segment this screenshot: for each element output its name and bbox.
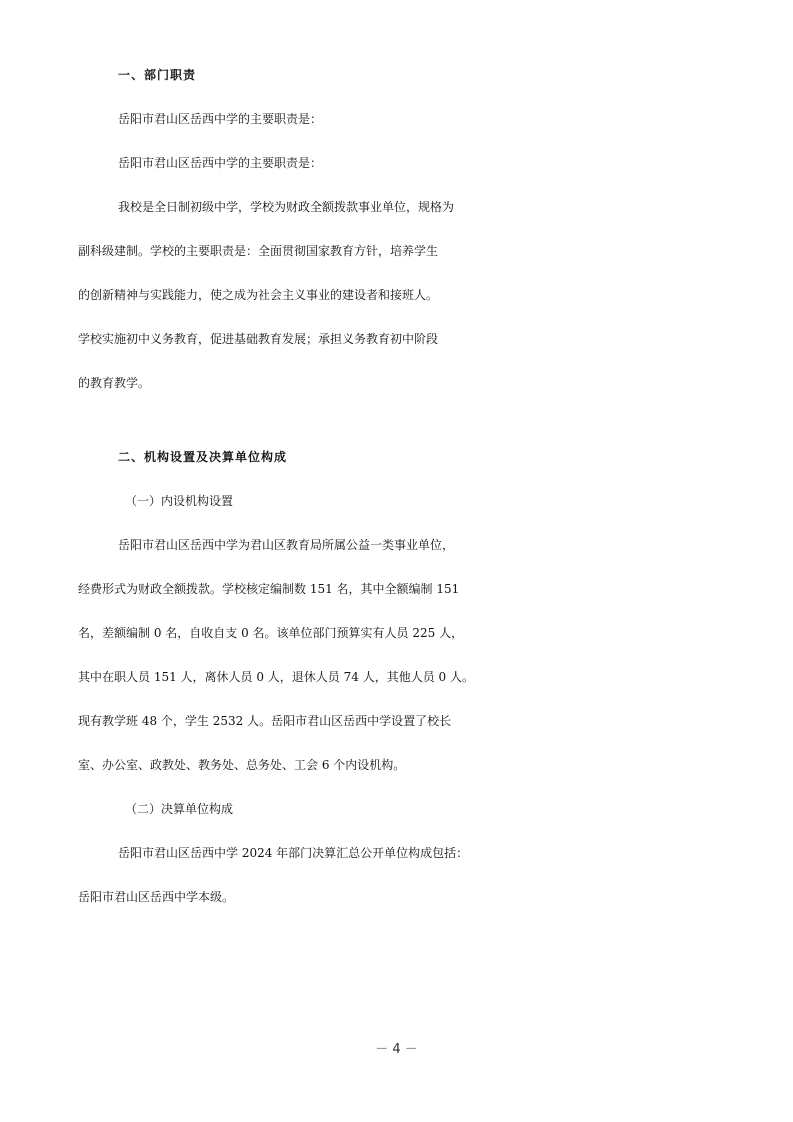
units-paragraph-line: 岳阳市君山区岳西中学 2024 年部门决算汇总公开单位构成包括：	[118, 846, 469, 860]
section-heading-structure: 二、机构设置及决算单位构成	[118, 450, 288, 464]
section-heading-duties: 一、部门职责	[118, 68, 197, 82]
setup-paragraph-line: 岳阳市君山区岳西中学为君山区教育局所属公益一类事业单位，	[118, 538, 455, 552]
duties-paragraph-line: 我校是全日制初级中学，学校为财政全额拨款事业单位，规格为	[118, 200, 455, 214]
duties-paragraph-line: 学校实施初中义务教育，促进基础教育发展；承担义务教育初中阶段	[78, 332, 439, 346]
duties-paragraph-line: 的创新精神与实践能力，使之成为社会主义事业的建设者和接班人。	[78, 288, 439, 302]
subheading-internal-setup: （一）内设机构设置	[125, 494, 234, 508]
setup-paragraph-line: 现有教学班 48 个，学生 2532 人。岳阳市君山区岳西中学设置了校长	[78, 714, 452, 728]
setup-paragraph-line: 经费形式为财政全额拨款。学校核定编制数 151 名，其中全额编制 151	[78, 582, 460, 596]
duties-paragraph-line: 副科级建制。学校的主要职责是：全面贯彻国家教育方针，培养学生	[78, 244, 439, 258]
subheading-accounting-units: （二）决算单位构成	[125, 802, 234, 816]
setup-paragraph-line: 其中在职人员 151 人，离休人员 0 人，退休人员 74 人，其他人员 0 人。	[78, 670, 474, 684]
units-paragraph-line: 岳阳市君山区岳西中学本级。	[78, 890, 235, 904]
duties-paragraph-line: 的教育教学。	[78, 376, 151, 390]
setup-paragraph-line: 室、办公室、政教处、教务处、总务处、工会 6 个内设机构。	[78, 758, 406, 772]
page-number: － 4 －	[375, 1042, 418, 1057]
duties-intro-line-2: 岳阳市君山区岳西中学的主要职责是：	[118, 156, 323, 170]
setup-paragraph-line: 名，差额编制 0 名，自收自支 0 名。该单位部门预算实有人员 225 人，	[78, 626, 464, 640]
duties-intro-line-1: 岳阳市君山区岳西中学的主要职责是：	[118, 112, 323, 126]
